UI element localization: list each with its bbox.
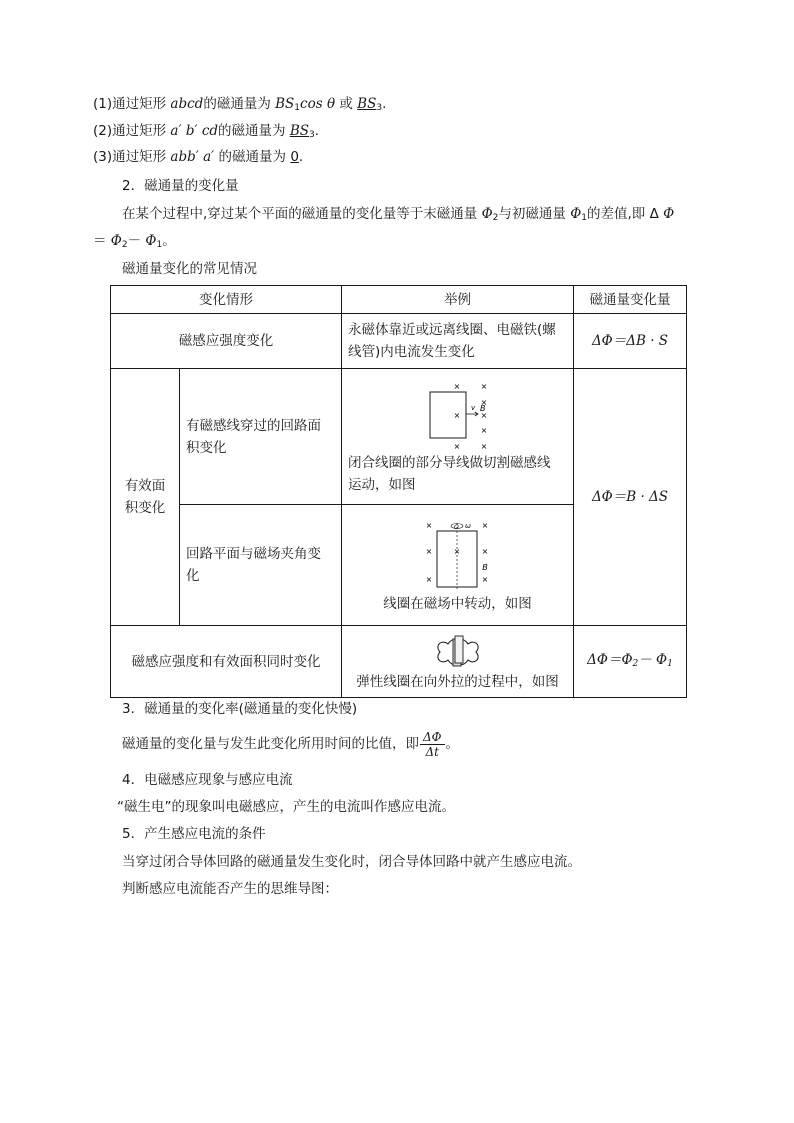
rate-fraction <box>420 730 445 759</box>
item-2-mid: 的磁通量为 <box>218 123 290 139</box>
item-1 <box>93 94 386 118</box>
section-2-text-b: 与初磁通量 <box>498 206 571 222</box>
row4-example <box>342 626 574 698</box>
table-intro: 磁通量变化的常见情况 <box>122 261 257 277</box>
sliding-rod-figure <box>420 382 496 450</box>
item-1-answer-2-sub: 3 <box>376 103 383 113</box>
section-3-end: 。 <box>445 736 460 752</box>
fraction-numerator: ΔΦ <box>420 730 445 745</box>
row4-formula-sub-2: 2 <box>632 658 639 669</box>
field-x-mark: × <box>453 441 460 450</box>
row1-example-line-a: 永磁体靠近或远离线圈、电磁铁(螺 <box>348 322 556 338</box>
field-x-mark: × <box>425 521 432 530</box>
phi-symbol: Φ <box>570 206 582 222</box>
field-x-mark: × <box>481 521 488 530</box>
item-1-object: abcd <box>170 96 204 112</box>
section-2-equals: ＝ <box>93 233 111 249</box>
section-3-heading: 3．磁通量的变化率(磁通量的变化快慢) <box>122 701 358 717</box>
field-label: B <box>479 403 485 413</box>
fraction-denominator: Δt <box>425 744 439 759</box>
row2-case-a: 有磁感线穿过的回路面 <box>186 417 321 434</box>
section-5-para: 当穿过闭合导体回路的磁通量发生变化时，闭合导体回路中就产生感应电流。 <box>122 854 581 870</box>
phi-sub-2: 2 <box>492 213 499 223</box>
section-3-text: 磁通量的变化量与发生此变化所用时间的比值，即 <box>122 736 419 752</box>
phi-sub-1: 1 <box>156 240 163 250</box>
row4-formula <box>574 626 687 698</box>
item-2-end: . <box>314 123 320 139</box>
row1-example-line-b: 线管)内电流发生变化 <box>348 344 475 360</box>
row1-example <box>342 314 574 369</box>
table-row <box>111 314 687 369</box>
phi-sub-2: 2 <box>121 240 128 250</box>
phi-symbol: Φ <box>481 206 493 222</box>
row2-caption-a: 闭合线圈的部分导线做切割磁感线 <box>348 454 551 471</box>
table-row <box>111 626 687 698</box>
item-1-answer-1-cos: cos θ <box>300 96 336 112</box>
section-5-heading: 5．产生感应电流的条件 <box>122 826 266 842</box>
section-4-para: “磁生电”的现象叫电磁感应，产生的电流叫作感应电流。 <box>117 799 455 815</box>
item-3-mid: 的磁通量为 <box>214 149 291 165</box>
field-x-mark: × <box>425 575 432 584</box>
row3-case <box>180 505 342 626</box>
section-3-para <box>122 727 459 761</box>
section-2-end: 。 <box>162 233 176 249</box>
row4-formula-a: ΔΦ＝Φ <box>587 651 633 668</box>
row2-caption-b: 运动，如图 <box>348 476 416 493</box>
group-label-a: 有效面 <box>124 478 166 494</box>
header-change: 磁通量变化量 <box>574 286 687 314</box>
flux-change-table <box>110 285 687 698</box>
field-x-mark: × <box>480 397 487 407</box>
field-x-mark: × <box>453 381 460 391</box>
item-2-object: a′ b′ cd <box>170 123 219 139</box>
field-x-mark: × <box>480 381 487 391</box>
magnet-bar-top <box>455 636 463 663</box>
section-2-para-line-1 <box>122 204 674 228</box>
row4-formula-sub-1: 1 <box>667 658 673 669</box>
section-5-para-2: 判断感应电流能否产生的思维导图： <box>122 881 338 897</box>
section-2-minus: － <box>127 233 146 249</box>
row3-caption: 线圈在磁场中转动，如图 <box>383 596 532 612</box>
group-formula: ΔΦ＝B · ΔS <box>574 369 687 626</box>
item-1-end: . <box>382 96 387 112</box>
loop-rect <box>430 392 466 438</box>
row2-example <box>342 369 574 505</box>
header-example: 举例 <box>342 286 574 314</box>
row3-case-a: 回路平面与磁场夹角变 <box>186 546 321 562</box>
field-x-mark: × <box>453 410 460 420</box>
group-label-b: 积变化 <box>124 500 166 516</box>
item-1-or: 或 <box>339 96 358 112</box>
field-x-mark: × <box>425 547 432 556</box>
elastic-coil-figure <box>432 635 484 669</box>
section-2-text-a: 在某个过程中,穿过某个平面的磁通量的变化量等于末磁通量 <box>122 206 482 222</box>
row4-caption: 弹性线圈在向外拉的过程中，如图 <box>356 673 559 690</box>
phi-sub-1: 1 <box>581 213 588 223</box>
rotating-coil-figure <box>423 519 493 591</box>
row4-case: 磁感应强度和有效面积同时变化 <box>111 626 342 698</box>
item-2-answer: BS <box>289 123 309 139</box>
row2-case-b: 积变化 <box>186 439 227 456</box>
item-1-mid: 的磁通量为 <box>203 96 276 112</box>
row1-case: 磁感应强度变化 <box>111 314 342 369</box>
item-3-end: . <box>298 149 304 165</box>
item-2 <box>93 121 319 145</box>
field-x-mark: × <box>480 410 487 420</box>
row3-example <box>342 505 574 626</box>
phi-symbol: Φ <box>110 233 122 249</box>
velocity-label: v <box>470 403 475 412</box>
table-header-row <box>111 286 687 314</box>
item-2-answer-sub: 3 <box>309 130 315 140</box>
row3-case-b: 化 <box>186 568 200 584</box>
item-3-answer: 0 <box>290 149 299 165</box>
section-2-heading: 2．磁通量的变化量 <box>122 178 239 194</box>
field-label: B <box>481 563 488 572</box>
field-x-mark: × <box>480 441 487 450</box>
header-case: 变化情形 <box>111 286 342 314</box>
item-1-answer-2: BS <box>357 96 377 112</box>
field-x-mark: × <box>453 547 460 556</box>
row1-formula: ΔΦ＝ΔB · S <box>574 314 687 369</box>
omega-label: ω <box>464 522 471 530</box>
group-label-cell <box>111 369 180 626</box>
field-x-mark: × <box>480 425 487 435</box>
field-x-mark: × <box>481 575 488 584</box>
axis-label: O <box>453 524 459 531</box>
row4-formula-mid: － Φ <box>638 651 668 668</box>
phi-symbol: Φ <box>663 206 675 222</box>
section-2-text-c: 的差值,即 Δ <box>587 206 664 222</box>
item-1-prefix: (1)通过矩形 <box>93 96 171 112</box>
item-3-object: abb′ a′ <box>170 149 215 165</box>
section-2-para-line-2 <box>93 231 176 255</box>
phi-symbol: Φ <box>145 233 157 249</box>
item-2-prefix: (2)通过矩形 <box>93 123 171 139</box>
section-4-heading: 4．电磁感应现象与感应电流 <box>122 772 293 788</box>
item-1-answer-1-sub: 1 <box>294 103 301 113</box>
field-x-mark: × <box>481 547 488 556</box>
item-3 <box>93 147 303 167</box>
item-3-prefix: (3)通过矩形 <box>93 149 171 165</box>
row2-case <box>180 369 342 505</box>
table-row <box>111 369 687 505</box>
item-1-answer-1: BS <box>275 96 295 112</box>
